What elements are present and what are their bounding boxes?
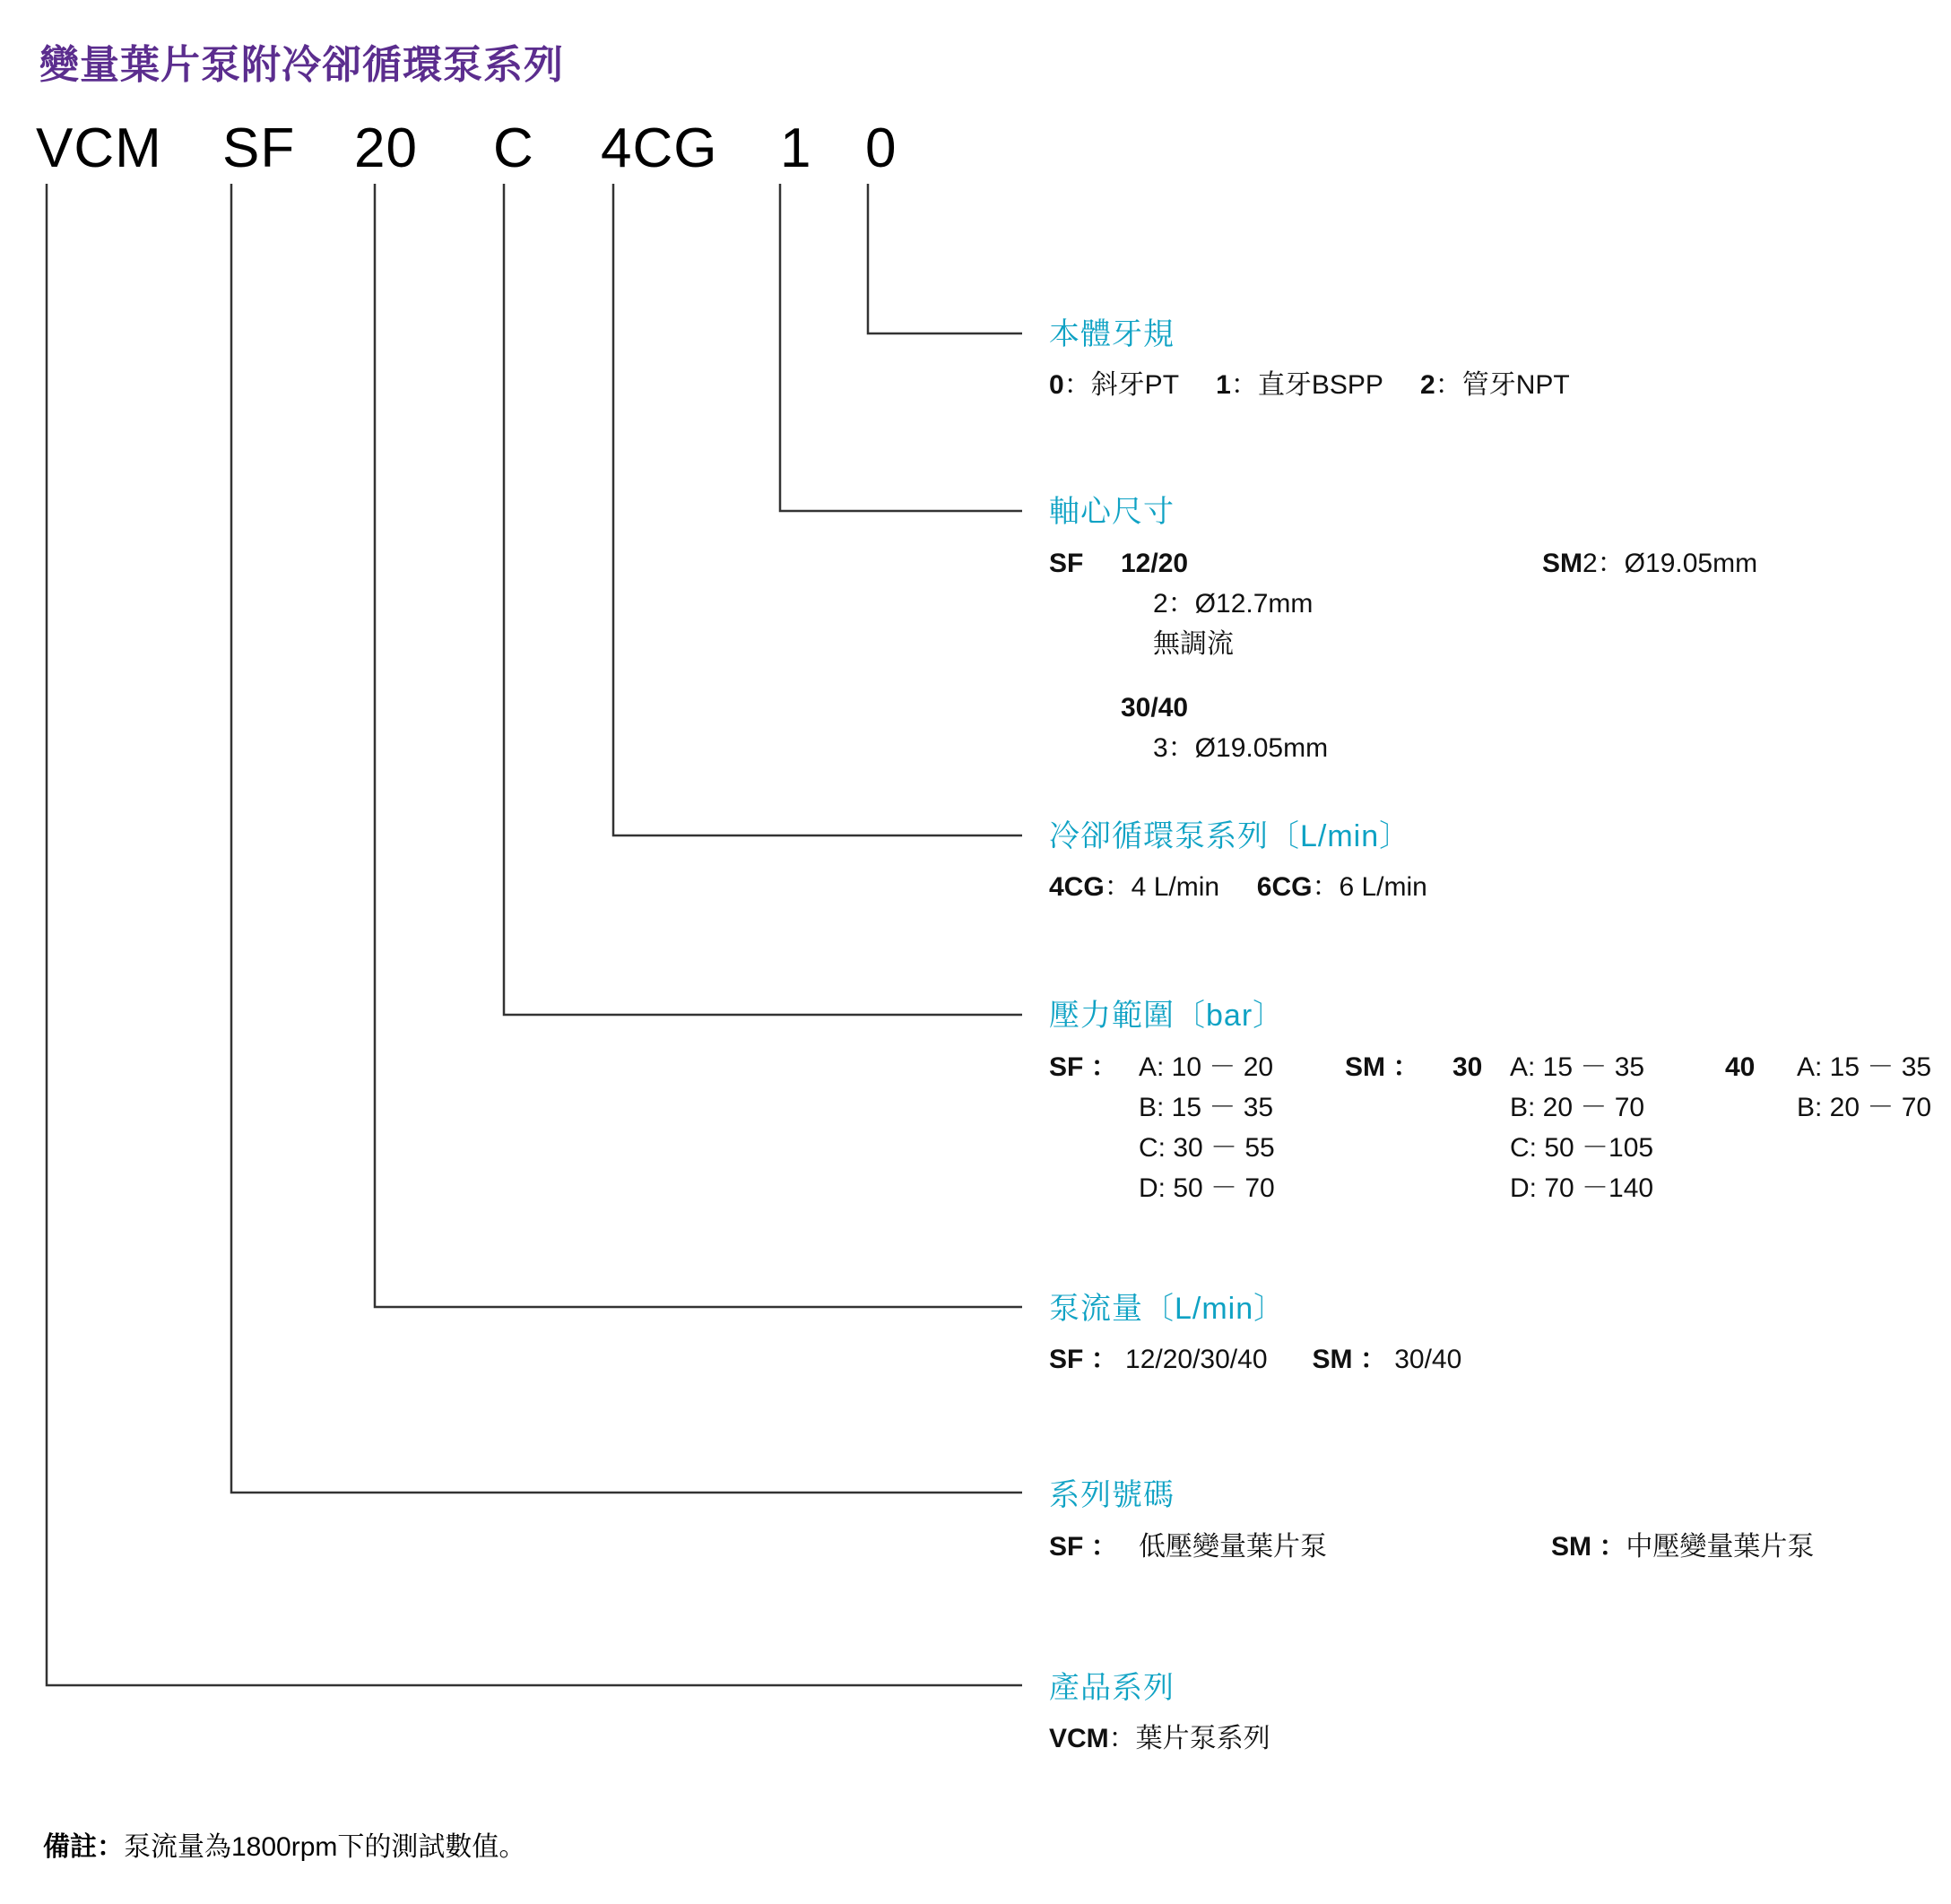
thread-key-1: 1 [1216, 370, 1231, 400]
callout-flow [1049, 1284, 1461, 1380]
code-token-cooling: 4CG [601, 117, 718, 179]
pressure-sm30-row-3: D: 70 －140 [1510, 1173, 1654, 1203]
pressure-sm40-label: 40 [1725, 1052, 1756, 1082]
callout-cooling-title: 冷卻循環泵系列〔L/min〕 [1049, 819, 1411, 853]
callout-thread [1049, 309, 1570, 405]
thread-key-2: 2 [1420, 370, 1435, 400]
pressure-sf-label: SF ： [1049, 1052, 1118, 1082]
cooling-key-1: 4CG [1049, 872, 1105, 902]
page-title: 變量葉片泵附冷卻循環泵系列 [39, 43, 564, 87]
thread-sep-1: ： [1230, 370, 1258, 400]
pressure-sm40-row-1: B: 20 － 70 [1797, 1093, 1932, 1122]
callout-product [1049, 1663, 1270, 1759]
shaft-sf-label: SF [1049, 549, 1084, 578]
callout-shaft [1049, 487, 1757, 768]
product-sep: ： [1108, 1724, 1136, 1753]
code-token-series: SF [222, 117, 296, 179]
pressure-sm30-row-2: C: 50 －105 [1510, 1133, 1654, 1163]
pressure-sm30-label: 30 [1452, 1052, 1483, 1082]
cooling-val-1: ：4 L/min [1104, 872, 1220, 902]
pressure-sm30-row-0: A: 15 － 35 [1510, 1052, 1645, 1082]
shaft-sf-group2-line1: 3：Ø19.05mm [1153, 733, 1329, 763]
callout-shaft-title: 軸心尺寸 [1049, 495, 1175, 529]
cooling-val-2: ：6 L/min [1312, 872, 1427, 902]
flow-sm-key: SM ： [1312, 1345, 1387, 1374]
thread-val-1: 直牙BSPP [1257, 370, 1383, 400]
thread-key-0: 0 [1049, 370, 1064, 400]
shaft-sf-group1-head: 12/20 [1121, 549, 1189, 578]
callout-pressure [1049, 991, 1931, 1208]
footnote-label: 備註： [43, 1832, 124, 1862]
code-token-thread: 0 [865, 117, 897, 179]
callout-cooling-body [1049, 868, 1427, 907]
callout-flow-title: 泵流量〔L/min〕 [1049, 1292, 1286, 1326]
series-no-sf-key: SF ： [1049, 1532, 1118, 1562]
shaft-sf-group1-line2: 無調流 [1153, 629, 1234, 659]
code-token-shaft: 1 [780, 117, 812, 179]
thread-sep-2: ： [1435, 370, 1462, 400]
pressure-sm-label: SM ： [1345, 1052, 1420, 1082]
pressure-sm40-row-0: A: 15 － 35 [1797, 1052, 1932, 1082]
callout-pressure-title: 壓力範圍〔bar〕 [1049, 999, 1285, 1033]
code-token-flow: 20 [354, 117, 418, 179]
shaft-sf-group2-head: 30/40 [1121, 693, 1189, 723]
pressure-sf-row-1: B: 15 － 35 [1139, 1093, 1274, 1122]
pressure-sm30-row-1: B: 20 － 70 [1510, 1093, 1645, 1122]
shaft-sm-line1: 2：Ø19.05mm [1582, 549, 1758, 578]
thread-val-0: 斜牙PT [1090, 370, 1179, 400]
callout-product-title: 產品系列 [1049, 1671, 1175, 1705]
footnote-text: 泵流量為1800rpm下的測試數值。 [124, 1832, 526, 1862]
series-no-sf-val: 低壓變量葉片泵 [1139, 1532, 1327, 1562]
flow-sm-val: 30/40 [1394, 1345, 1462, 1374]
code-token-product: VCM [36, 117, 162, 179]
product-val: 葉片泵系列 [1135, 1724, 1270, 1753]
flow-sf-val: 12/20/30/40 [1125, 1345, 1268, 1374]
shaft-sf-group1-line1: 2：Ø12.7mm [1153, 589, 1314, 619]
callout-series-no [1049, 1470, 1814, 1567]
pressure-sf-row-0: A: 10 － 20 [1139, 1052, 1274, 1082]
thread-val-2: 管牙NPT [1461, 370, 1570, 400]
series-no-sm-val: 中壓變量葉片泵 [1626, 1532, 1815, 1562]
pressure-sf-row-2: C: 30 － 55 [1139, 1133, 1275, 1163]
callout-product-body [1049, 1719, 1270, 1759]
thread-sep-0: ： [1063, 370, 1091, 400]
callout-shaft-body [1049, 543, 1757, 768]
pressure-sf-row-3: D: 50 － 70 [1139, 1173, 1275, 1203]
callout-series-no-title: 系列號碼 [1049, 1478, 1175, 1512]
footnote [43, 1824, 525, 1864]
callout-pressure-body [1049, 1047, 1931, 1208]
callout-flow-body [1049, 1340, 1461, 1380]
flow-sf-key: SF ： [1049, 1345, 1118, 1374]
series-no-sm-key: SM ： [1551, 1532, 1626, 1562]
cooling-key-2: 6CG [1256, 872, 1313, 902]
callout-thread-body [1049, 366, 1570, 405]
code-token-pressure: C [493, 117, 534, 179]
callout-series-no-body [1049, 1527, 1814, 1567]
callout-thread-title: 本體牙規 [1049, 317, 1175, 351]
shaft-sm-label: SM [1542, 549, 1582, 578]
product-key: VCM [1049, 1724, 1109, 1753]
callout-cooling [1049, 811, 1427, 907]
